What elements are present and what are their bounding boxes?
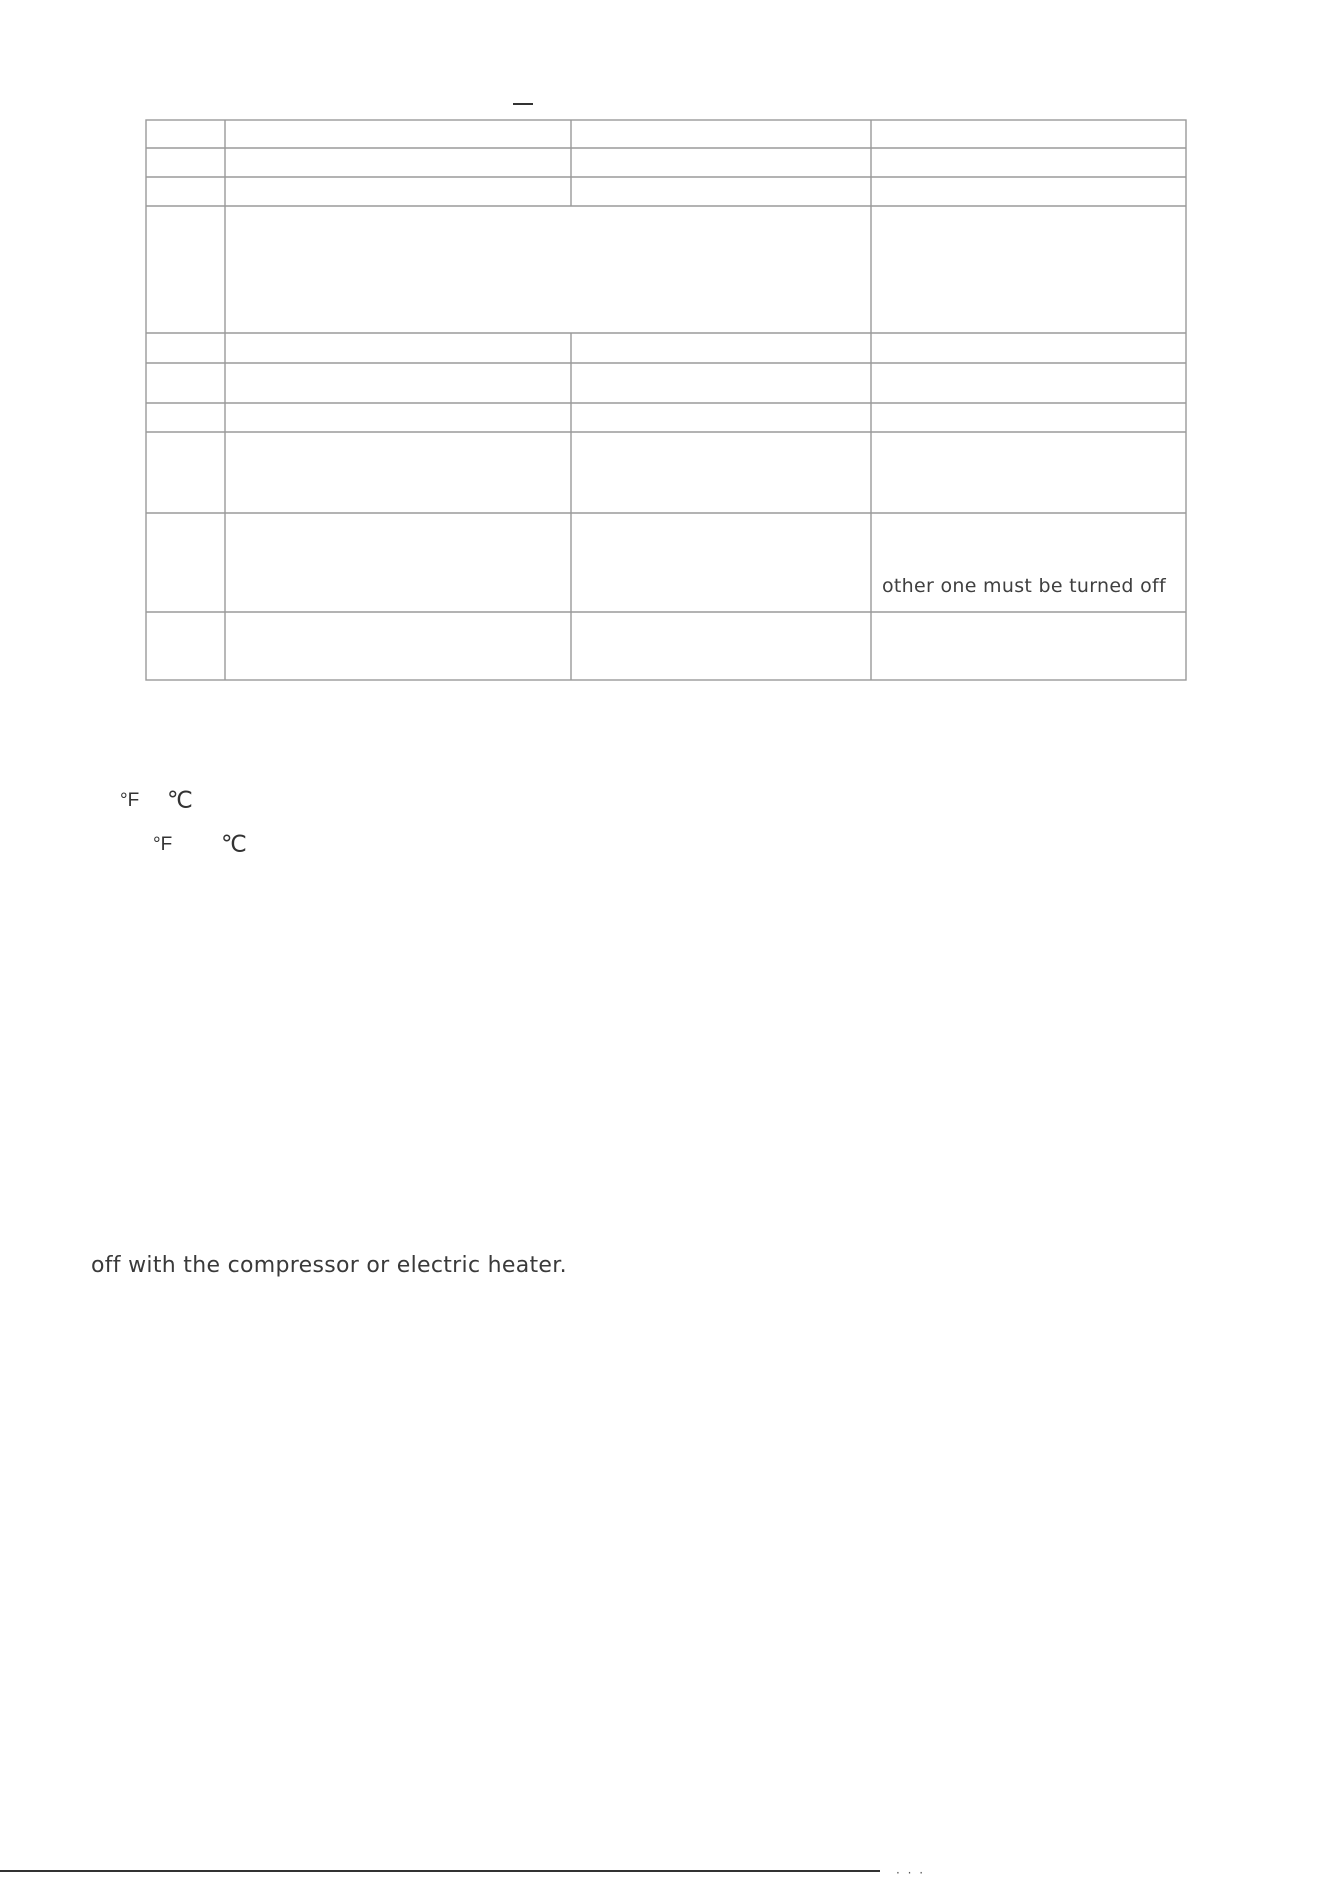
footer-rule xyxy=(0,1870,880,1872)
fahrenheit-unit-line2: °F xyxy=(153,834,173,855)
spec-table xyxy=(146,120,1188,680)
table-cell-text: other one must be turned off xyxy=(882,575,1166,597)
footer-page-marks: · · · xyxy=(896,1866,926,1880)
title-dash xyxy=(513,103,533,105)
body-paragraph-line: off with the compressor or electric heater. xyxy=(91,1253,567,1278)
celsius-unit-line1: ℃ xyxy=(167,787,193,813)
fahrenheit-unit-line1: °F xyxy=(120,790,140,811)
celsius-unit-line2: ℃ xyxy=(221,831,247,857)
